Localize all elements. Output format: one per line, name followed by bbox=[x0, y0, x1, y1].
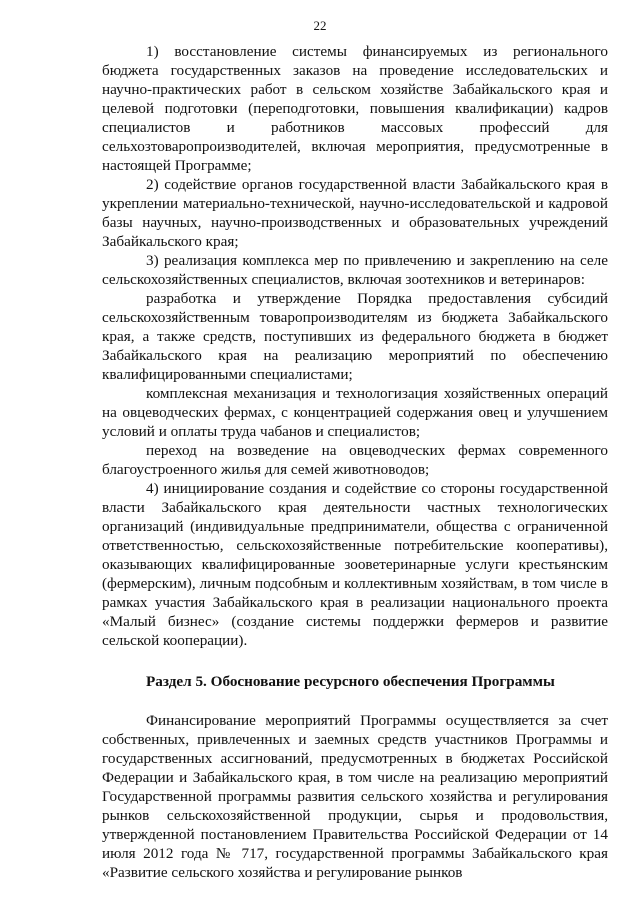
paragraph-item-2: 2) содействие органов государственной власти Забайкальского края в укреплении материально-технической, научно-исследовательской и кадровой базы научных, научно-производственных и образовательных учреждений Забайкальского края; bbox=[102, 176, 608, 250]
paragraph-subsidies: разработка и утверждение Порядка предоставления субсидий сельскохозяйственным товаропроизводителям из бюджета Забайкальского края, а также средств, поступивших из федерального бюджета в бюджет Забайкальского края на реализацию мероприятий по обеспечению квалифицированными специалистами; bbox=[102, 290, 608, 383]
page-number: 22 bbox=[313, 18, 327, 33]
paragraph-item-4: 4) инициирование создания и содействие со стороны государственной власти Забайкальского края деятельности частных технологических организаций (индивидуальные предприниматели, общества с ограниченной ответственностью, сельскохозяйственные потребительские кооперативы), оказывающих квалифицированные зооветеринарные услуги крестьянским (фермерским), личным подсобным и коллективным хозяйствам, в том числе в рамках участия Забайкальского края в реализации национального проекта «Малый бизнес» (создание системы поддержки фермеров и развитие сельской кооперации). bbox=[102, 480, 608, 649]
paragraph-item-3: 3) реализация комплекса мер по привлечению и закреплению на селе сельскохозяйственных специалистов, включая зоотехников и ветеринаров: bbox=[102, 252, 608, 288]
document-body bbox=[102, 42, 608, 882]
paragraph-item-1: 1) восстановление системы финансируемых из регионального бюджета государственных заказов на проведение исследовательских и научно-практических работ в сельском хозяйстве Забайкальского края и целевой подготовки (переподготовки, повышения квалификации) кадров специалистов и работников массовых профессий для сельхозтоваропроизводителей, включая мероприятия, предусмотренные в настоящей Программе; bbox=[102, 43, 608, 174]
section-heading: Раздел 5. Обоснование ресурсного обеспечения Программы bbox=[146, 673, 555, 690]
paragraph-financing: Финансирование мероприятий Программы осуществляется за счет собственных, привлеченных и заемных средств участников Программы и государственных ассигнований, предусмотренных в бюджетах Российской Федерации и Забайкальского края, в том числе на реализацию мероприятий Государственной программы развития сельского хозяйства и регулирования рынков сельскохозяйственной продукции, сырья и продовольствия, утвержденной постановлением Правительства Российской Федерации от 14 июля 2012 года № 717, государственной программы Забайкальского края «Развитие сельского хозяйства и регулирование рынков bbox=[102, 712, 608, 881]
paragraph-mechanization: комплексная механизация и технологизация хозяйственных операций на овцеводческих фермах, с концентрацией содержания овец и улучшением условий и оплаты труда чабанов и специалистов; bbox=[102, 385, 608, 440]
paragraph-housing: переход на возведение на овцеводческих фермах современного благоустроенного жилья для семей животноводов; bbox=[102, 442, 608, 478]
